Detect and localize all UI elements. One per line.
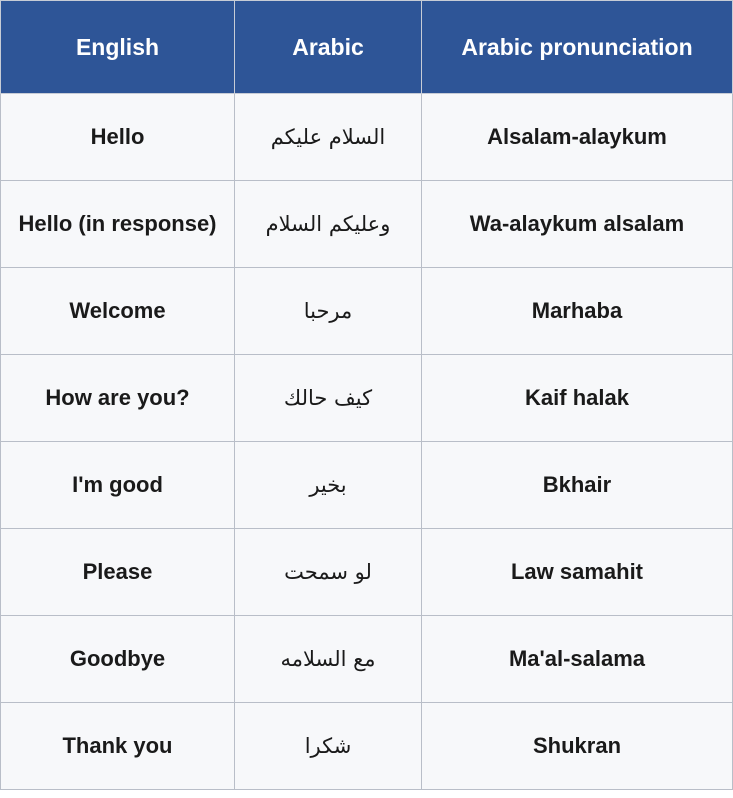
cell-arabic bbox=[235, 94, 422, 181]
cell-english: How are you? bbox=[1, 355, 235, 442]
cell-english: I'm good bbox=[1, 442, 235, 529]
header-row bbox=[1, 1, 733, 94]
arabic-text: شكرا bbox=[304, 734, 352, 758]
cell-pronunciation: Bkhair bbox=[422, 442, 733, 529]
arabic-text: السلام عليكم bbox=[270, 125, 386, 149]
table-row bbox=[1, 703, 733, 790]
table-row bbox=[1, 529, 733, 616]
cell-english: Welcome bbox=[1, 268, 235, 355]
table-row bbox=[1, 355, 733, 442]
cell-pronunciation: Law samahit bbox=[422, 529, 733, 616]
cell-pronunciation: Marhaba bbox=[422, 268, 733, 355]
cell-pronunciation: Alsalam-alaykum bbox=[422, 94, 733, 181]
cell-pronunciation: Shukran bbox=[422, 703, 733, 790]
table-body bbox=[1, 94, 733, 790]
table-row bbox=[1, 181, 733, 268]
cell-pronunciation: Kaif halak bbox=[422, 355, 733, 442]
table-row bbox=[1, 268, 733, 355]
cell-arabic bbox=[235, 616, 422, 703]
table-row bbox=[1, 94, 733, 181]
cell-english: Please bbox=[1, 529, 235, 616]
arabic-text: لو سمحت bbox=[284, 560, 372, 584]
arabic-text: كيف حالك bbox=[283, 386, 373, 410]
cell-english: Hello bbox=[1, 94, 235, 181]
header-english: English bbox=[1, 1, 235, 94]
cell-arabic bbox=[235, 181, 422, 268]
cell-arabic bbox=[235, 529, 422, 616]
arabic-text: مع السلامه bbox=[280, 647, 376, 671]
arabic-text: مرحبا bbox=[303, 299, 353, 323]
arabic-text: وعليكم السلام bbox=[265, 212, 391, 236]
table-row bbox=[1, 616, 733, 703]
header-pronunciation: Arabic pronunciation bbox=[422, 1, 733, 94]
cell-pronunciation: Wa-alaykum alsalam bbox=[422, 181, 733, 268]
cell-arabic bbox=[235, 268, 422, 355]
cell-english: Hello (in response) bbox=[1, 181, 235, 268]
cell-pronunciation: Ma'al-salama bbox=[422, 616, 733, 703]
cell-arabic bbox=[235, 355, 422, 442]
cell-english: Thank you bbox=[1, 703, 235, 790]
cell-arabic bbox=[235, 703, 422, 790]
table-header bbox=[1, 1, 733, 94]
header-arabic: Arabic bbox=[235, 1, 422, 94]
table-row bbox=[1, 442, 733, 529]
arabic-text: بخير bbox=[309, 473, 347, 497]
cell-arabic bbox=[235, 442, 422, 529]
cell-english: Goodbye bbox=[1, 616, 235, 703]
